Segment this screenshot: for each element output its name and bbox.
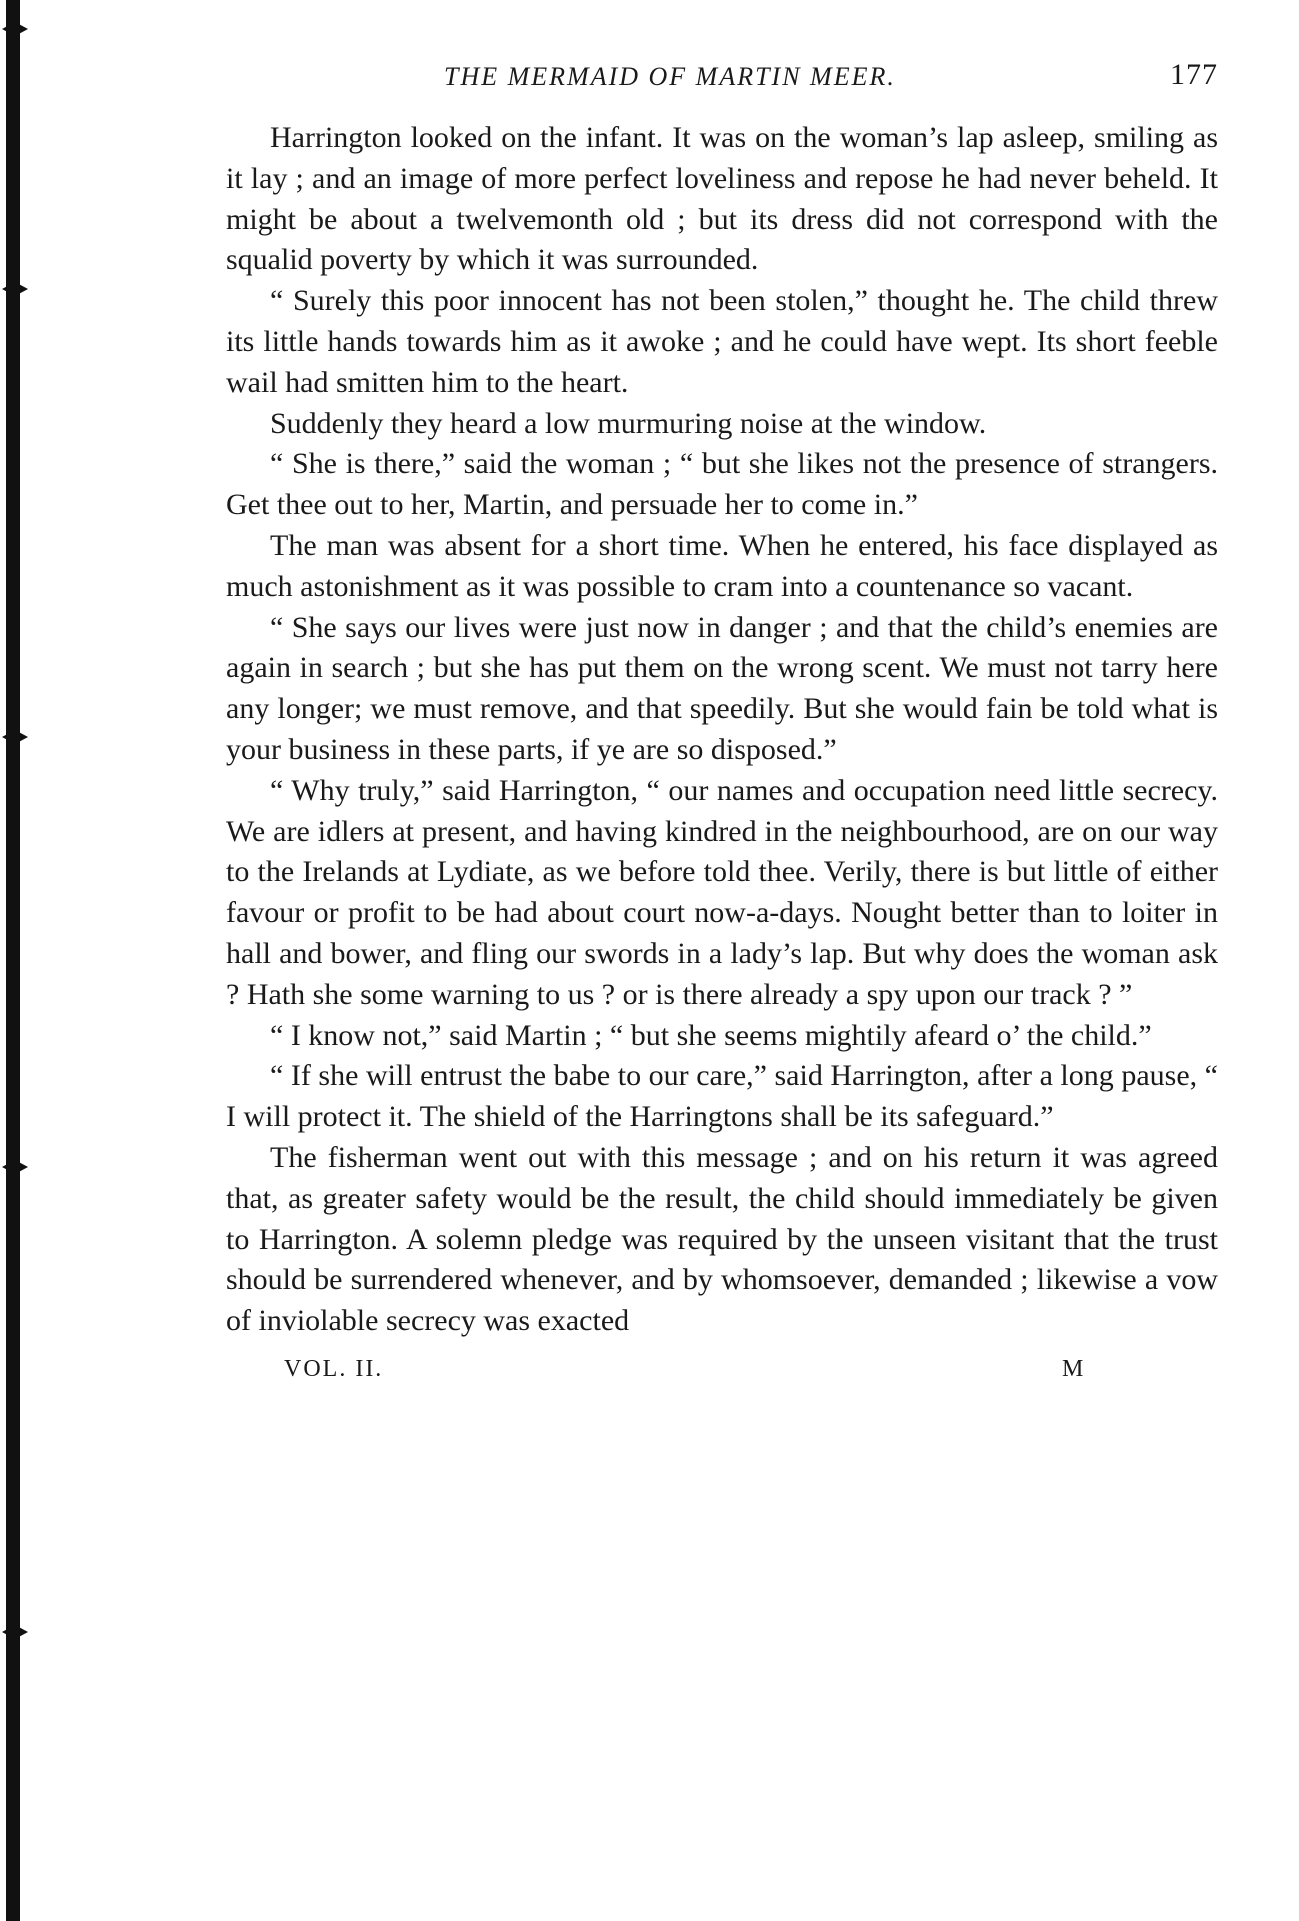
book-page xyxy=(226,50,1218,1400)
paragraph: “ Surely this poor innocent has not been stolen,” thought he. The child threw its little hands towards him as it awoke ; and he could have wept. Its short feeble wail had smitten him to the heart. xyxy=(226,284,1218,399)
signature-mark: M xyxy=(1062,1355,1086,1382)
paragraph: Harrington looked on the infant. It was on the woman’s lap asleep, smiling as it lay ; and an image of more perfect loveliness and repose he had never beheld. It might be about a twelvemonth old ; but its dress did not correspond with the squalid poverty by which it was surrounded. xyxy=(226,121,1218,277)
volume-mark: VOL. II. xyxy=(284,1355,384,1382)
page-number: 177 xyxy=(1170,58,1218,91)
running-head xyxy=(226,50,1218,110)
paragraph: The fisherman went out with this message ; and on his return it was agreed that, as greater safety would be the result, the child should immediately be given to Harrington. A solemn pledge was required by the unseen visitant that the trust should be surrendered whenever, and by whomsoever, demanded ; likewise a vow of inviolable secrecy was exacted xyxy=(226,1140,1218,1338)
paragraph: The man was absent for a short time. When he entered, his face displayed as much astonishment as it was possible to cram into a countenance so vacant. xyxy=(226,528,1218,603)
body-text xyxy=(226,118,1218,1342)
signature-line xyxy=(226,1350,1218,1400)
paragraph: “ Why truly,” said Harrington, “ our names and occupation need little secrecy. We are idlers at present, and having kindred in the neighbourhood, are on our way to the Irelands at Lydiate, as we before told thee. Verily, there is but little of either favour or profit to be had about court now-a-days. Nought better than to loiter in hall and bower, and fling our swords in a lady’s lap. But why does the woman ask ? Hath she some warning to us ? or is there already a spy upon our track ? ” xyxy=(226,773,1218,1011)
running-title: THE MERMAID OF MARTIN MEER. xyxy=(444,62,896,91)
paragraph: “ If she will entrust the babe to our care,” said Harrington, after a long pause, “ I will protect it. The shield of the Harringtons shall be its safeguard.” xyxy=(226,1059,1218,1134)
paragraph: “ I know not,” said Martin ; “ but she seems mightily afeard o’ the child.” xyxy=(270,1018,1152,1052)
paragraph: Suddenly they heard a low murmuring noise at the window. xyxy=(270,406,987,440)
paragraph: “ She is there,” said the woman ; “ but she likes not the presence of strangers. Get thee out to her, Martin, and persuade her to come in.” xyxy=(226,447,1218,522)
paragraph: “ She says our lives were just now in danger ; and that the child’s enemies are again in search ; but she has put them on the wrong scent. We must not tarry here any longer; we must remove, and that speedily. But she would fain be told what is your business in these parts, if ye are so disposed.” xyxy=(226,610,1218,766)
